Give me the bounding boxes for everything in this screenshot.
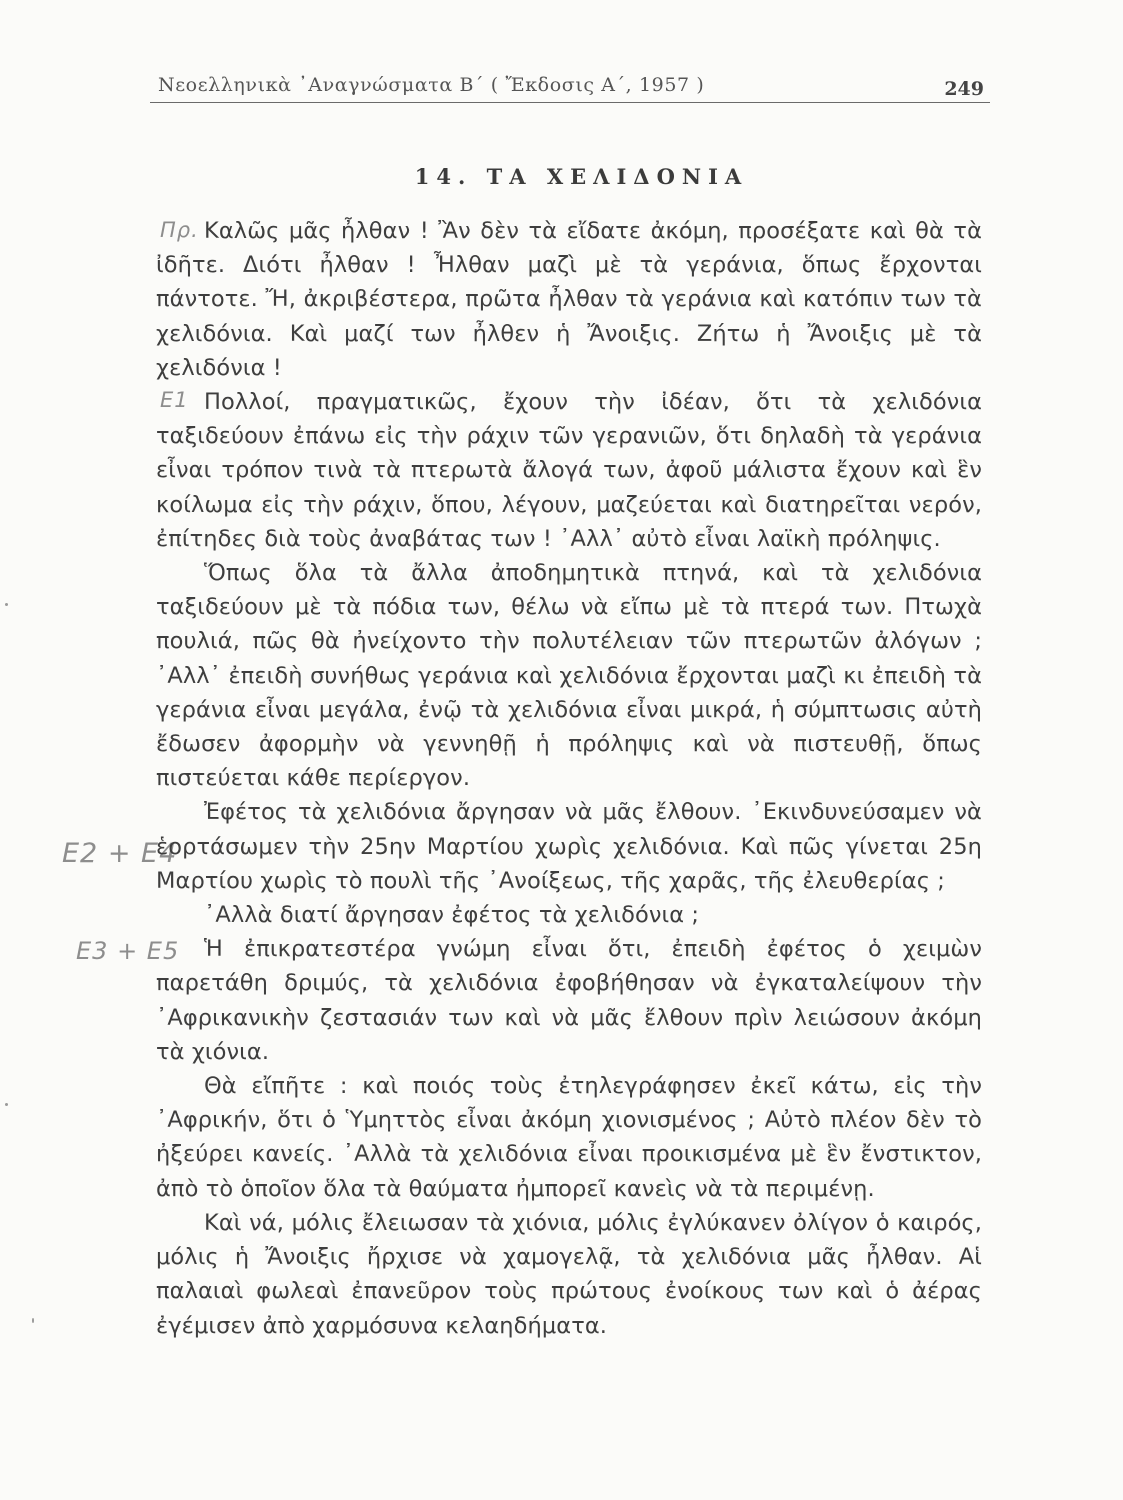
scan-speck — [32, 1318, 34, 1323]
running-title: Νεοελληνικὰ ᾿Αναγνώσματα Β΄ ( Ἔκδοσις Α΄, 1957 ) — [158, 74, 705, 96]
article-body — [156, 214, 982, 1343]
margin-note-e3-e5: Ε3 + Ε5 — [76, 937, 180, 965]
paragraph-7: Θὰ εἴπῆτε : καὶ ποιός τοὺς ἐτηλεγράφησεν ἐκεῖ κάτω, εἰς τὴν ᾿Αφρικήν, ὅτι ὁ Ὑμηττὸς εἶναι ἀκόμη χιονισμένος ; Αὐτὸ πλέον δὲν τὸ ἠξεύρει κανείς. ᾿Αλλὰ τὰ χελιδόνια εἶναι προικισμένα μὲ ἓν ἔνστικτον, ἀπὸ τὸ ὁποῖον ὅλα τὰ θαύματα ἠμπορεῖ κανεὶς νὰ τὰ περιμένῃ. — [156, 1073, 982, 1202]
margin-note-pr: Πρ. — [160, 218, 199, 242]
chapter-title: 14. ΤΑ ΧΕΛΙΔΟΝΙΑ — [414, 164, 749, 189]
page-number: 249 — [944, 78, 984, 100]
scan-speck — [5, 603, 8, 606]
paragraph-8: Καὶ νά, μόλις ἔλειωσαν τὰ χιόνια, μόλις ἐγλύκανεν ὀλίγον ὁ καιρός, μόλις ἡ Ἄνοιξις ἤρχισε νὰ χαμογελᾷ, τὰ χελιδόνια μᾶς ἦλθαν. Αἱ παλαιαὶ φωλεαὶ ἐπανεῦρον τοὺς πρώτους ἐνοίκους των καὶ ὁ ἀέρας ἐγέμισεν ἀπὸ χαρμόσυνα κελαηδήματα. — [156, 1209, 982, 1339]
paragraph-3: Ὅπως ὅλα τὰ ἄλλα ἀποδημητικὰ πτηνά, καὶ τὰ χελιδόνια ταξιδεύουν μὲ τὰ πόδια των, θέλω νὰ εἴπω μὲ τὰ πτερά των. Πτωχὰ πουλιά, πῶς θὰ ἠνείχοντο τὴν πολυτέλειαν τῶν πτερωτῶν ἀλόγων ; ᾿Αλλ᾿ ἐπειδὴ συνήθως γεράνια καὶ χελιδόνια ἔρχονται μαζὶ κι ἐπειδὴ τὰ γεράνια εἶναι μεγάλα, ἐνῷ τὰ χελιδόνια εἶναι μικρά, ἡ σύμπτωσις αὐτὴ ἔδωσεν ἀφορμὴν νὰ γεννηθῇ ἡ πρόληψις καὶ νὰ πιστευθῇ, ὅπως πιστεύεται κάθε περίεργον. — [156, 560, 982, 792]
scan-speck — [5, 1103, 8, 1106]
paragraph-1: Καλῶς μᾶς ἦλθαν ! Ἂν δὲν τὰ εἴδατε ἀκόμη, προσέξατε καὶ θὰ τὰ ἰδῆτε. Διότι ἦλθαν ! Ἦλθαν μαζὶ μὲ τὰ γεράνια, ὅπως ἔρχονται πάντοτε. Ἤ, ἀκριβέστερα, πρῶτα ἦλθαν τὰ γεράνια καὶ κατόπιν των τὰ χελιδόνια. Καὶ μαζί των ἦλθεν ἡ Ἄνοιξις. Ζήτω ἡ Ἄνοιξις μὲ τὰ χελιδόνια ! — [156, 218, 982, 381]
running-head — [150, 72, 990, 103]
paragraph-4: Ἐφέτος τὰ χελιδόνια ἄργησαν νὰ μᾶς ἔλθουν. ᾿Εκινδυνεύσαμεν νὰ ἑορτάσωμεν τὴν 25ην Μαρτίου χωρὶς χελιδόνια. Καὶ πῶς γίνεται 25η Μαρτίου χωρὶς τὸ πουλὶ τῆς ᾿Ανοίξεως, τῆς χαρᾶς, τῆς ἐλευθερίας ; — [156, 799, 982, 894]
paragraph-5: ᾿Αλλὰ διατί ἄργησαν ἐφέτος τὰ χελιδόνια ; — [204, 902, 700, 929]
margin-note-e1: Ε1 — [160, 388, 189, 412]
margin-note-e2-e4: Ε2 + Ε4 — [62, 838, 178, 869]
paragraph-2: Πολλοί, πραγματικῶς, ἔχουν τὴν ἰδέαν, ὅτι τὰ χελιδόνια ταξιδεύουν ἐπάνω εἰς τὴν ράχιν τῶν γερανιῶν, ὅτι δηλαδὴ τὰ γεράνια εἶναι τρόπον τινὰ τὰ πτερωτὰ ἄλογά των, ἀφοῦ μάλιστα ἔχουν καὶ ἓν κοίλωμα εἰς τὴν ράχιν, ὅπου, λέγουν, μαζεύεται καὶ διατηρεῖται νερόν, ἐπίτηδες διὰ τοὺς ἀναβάτας των ! ᾿Αλλ᾿ αὐτὸ εἶναι λαϊκὴ πρόληψις. — [156, 389, 982, 552]
paragraph-6: Ἡ ἐπικρατεστέρα γνώμη εἶναι ὅτι, ἐπειδὴ ἐφέτος ὁ χειμὼν παρετάθη δριμύς, τὰ χελιδόνια ἐφοβήθησαν νὰ ἐγκαταλείψουν τὴν ᾿Αφρικανικὴν ζεστασιάν των καὶ νὰ μᾶς ἔλθουν πρὶν λειώσουν ἀκόμη τὰ χιόνια. — [156, 936, 982, 1065]
